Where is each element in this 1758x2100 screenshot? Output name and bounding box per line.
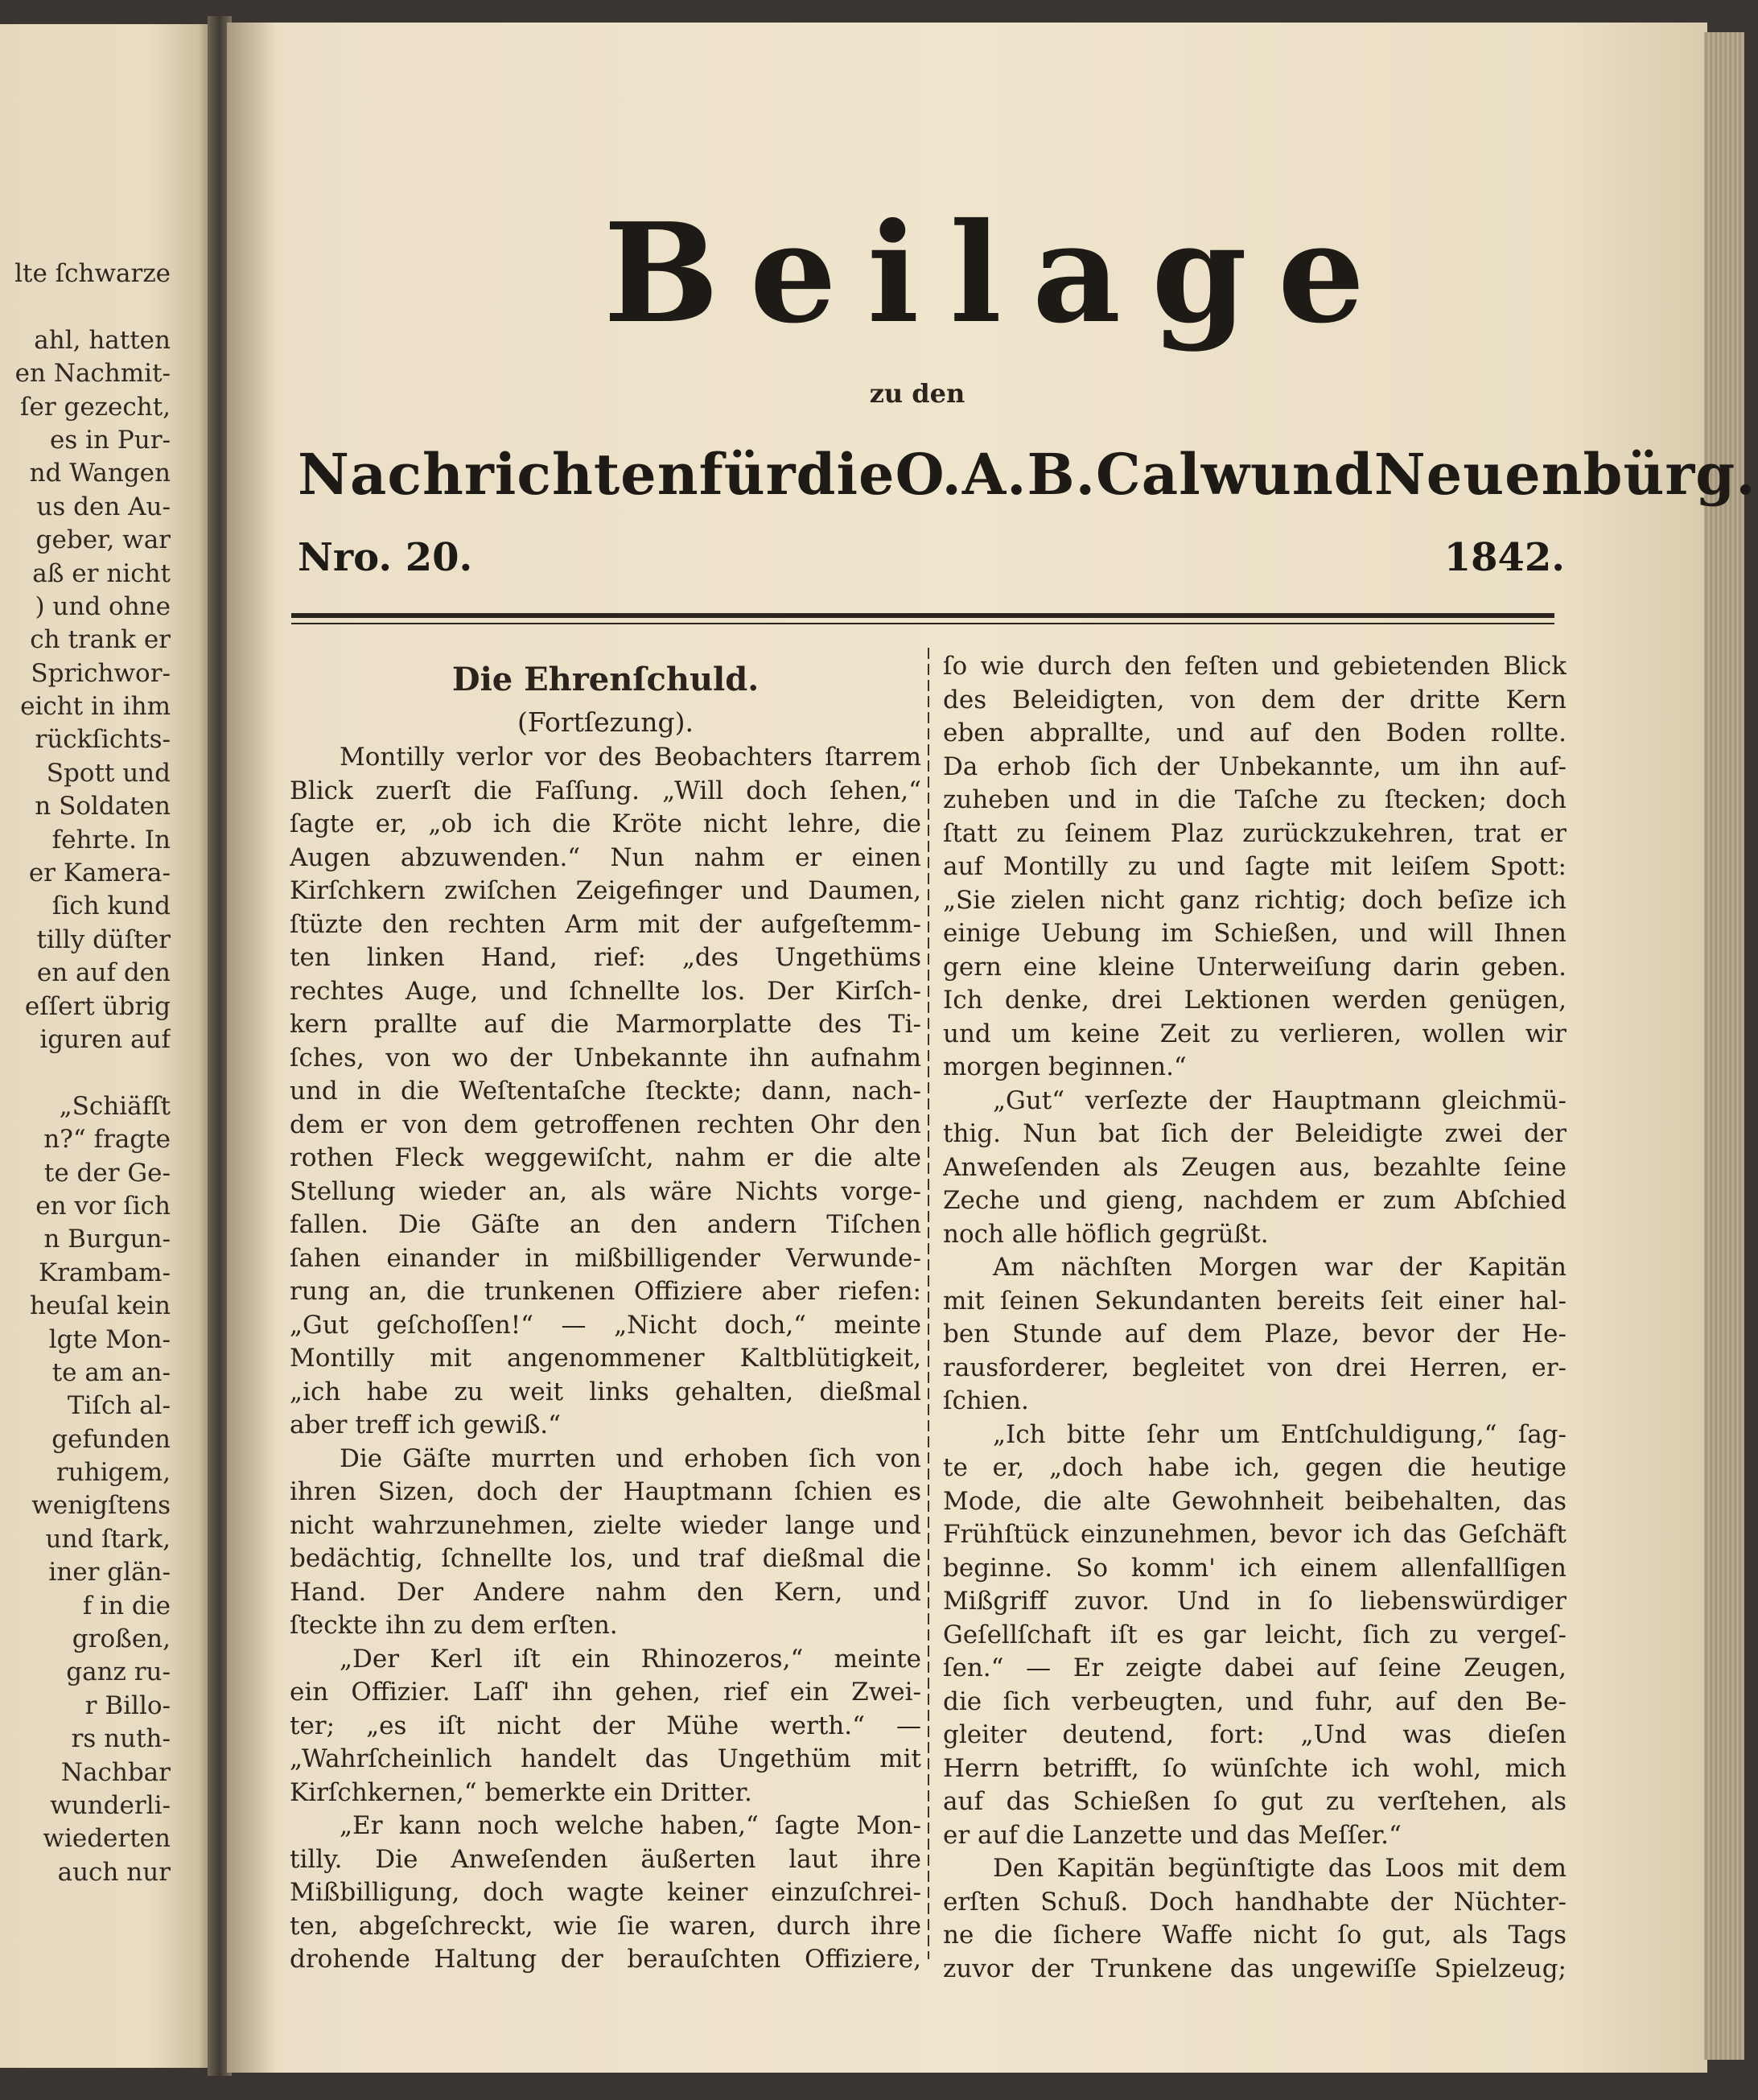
article-line: die ſich verbeugten, und fuhr, auf den Be- xyxy=(943,1686,1567,1716)
article-line: auf Montilly zu und ſagte mit leiſem Spott: xyxy=(943,852,1567,881)
left-page-line: ruhigem, xyxy=(56,1458,171,1488)
article-line: „Ich bitte ſehr um Entſchuldigung,“ ſag- xyxy=(993,1419,1567,1449)
masthead-zu-den: zu den xyxy=(869,378,965,409)
article-line: Stellung wieder an, als wäre Nichts vorge- xyxy=(290,1176,921,1206)
article-line: Am nächſten Morgen war der Kapitän xyxy=(993,1253,1567,1282)
left-page-line: f in die xyxy=(82,1591,171,1620)
left-page-line: er Kamera- xyxy=(28,859,171,888)
left-page xyxy=(0,24,216,2068)
article-line: Kirſchkernen,“ bemerkte ein Dritter. xyxy=(290,1777,752,1807)
article-line: des Beleidigten, von dem der dritte Kern xyxy=(943,685,1567,714)
left-page-line: fehrte. In xyxy=(51,825,171,854)
left-page-line: auch nur xyxy=(57,1857,171,1887)
article-line: beginne. So komm' ich einem allenfallſigen xyxy=(943,1553,1567,1583)
article-line: thig. Nun bat ſich der Beleidigte zwei der xyxy=(943,1119,1567,1148)
article-line: Blick zuerſt die Faſſung. „Will doch ſehen,“ xyxy=(290,776,921,805)
masthead-subtitle-word: Neuenbürg. xyxy=(1373,441,1756,508)
left-page-line: eſſert übrig xyxy=(24,991,171,1021)
left-page-line xyxy=(0,1056,171,1089)
article-line: morgen beginnen.“ xyxy=(943,1052,1187,1081)
article-column-left xyxy=(290,656,921,1977)
masthead-subtitle-word: und xyxy=(1250,441,1374,508)
article-line: erſten Schuß. Doch handhabte der Nüchter- xyxy=(943,1887,1567,1917)
article-line: ſtatt zu ſeinem Plaz zurückzukehren, trat er xyxy=(943,818,1567,848)
article-line: eben abprallte, und auf den Boden rollte. xyxy=(943,719,1567,747)
left-page-line: und ſtark, xyxy=(45,1524,171,1554)
article-line: tilly. Die Anweſenden äußerten laut ihre xyxy=(290,1844,921,1874)
issue-year: 1842. xyxy=(1443,535,1565,580)
article-line: auf das Schießen ſo gut zu verſtehen, als xyxy=(943,1787,1567,1816)
left-page-line: ganz ru- xyxy=(66,1657,171,1687)
left-page-line: eicht in ihm xyxy=(20,692,171,722)
article-line: te er, „doch habe ich, gegen die heutige xyxy=(943,1453,1567,1482)
article-line: ter; „es iſt nicht der Mühe werth.“ — xyxy=(290,1711,921,1740)
left-page-line: en auf den xyxy=(36,958,171,988)
left-page-line: r Billo- xyxy=(84,1690,171,1720)
article-line: ne die ſichere Waffe nicht ſo gut, als Tags xyxy=(943,1921,1567,1950)
left-page-line: geber, war xyxy=(35,525,171,555)
article-line: ten, abgeſchreckt, wie ſie waren, durch ihre xyxy=(290,1911,921,1941)
left-page-line: iner glän- xyxy=(48,1558,171,1587)
article-line: „ich habe zu weit links gehalten, dießmal xyxy=(290,1377,921,1406)
left-page-line: ) und ohne xyxy=(35,591,171,621)
article-line: ſchien. xyxy=(943,1386,1029,1415)
left-page-line: n Soldaten xyxy=(35,792,171,821)
spine-shadow xyxy=(227,23,275,2073)
article-line: er auf die Lanzette und das Meſſer.“ xyxy=(943,1820,1402,1850)
left-page-line: wunderli- xyxy=(50,1790,171,1820)
article-line: Montilly verlor vor des Beobachters ſtarrem xyxy=(340,743,921,772)
left-page-line: tilly düſter xyxy=(36,924,171,954)
masthead-title: Beilage xyxy=(603,193,1396,354)
masthead-rule-thin xyxy=(291,623,1554,624)
masthead-subtitle xyxy=(298,439,1756,511)
article-column-right xyxy=(943,650,1567,1986)
left-page-line: heuſal kein xyxy=(29,1291,171,1321)
article-line: Frühſtück einzunehmen, bevor ich das Geſchäft xyxy=(943,1520,1567,1549)
article-subtitle: (Fortſezung). xyxy=(517,706,694,738)
issue-number: Nro. 20. xyxy=(298,535,473,580)
article-line: ſen.“ — Er zeigte dabei auf ſeine Zeugen, xyxy=(943,1653,1567,1682)
article-line: Ich denke, drei Lektionen werden genügen, xyxy=(943,986,1567,1015)
article-line: ſagte er, „ob ich die Kröte nicht lehre, die xyxy=(290,809,921,838)
masthead-subtitle-word: O.A.B. xyxy=(895,441,1097,508)
article-line: ten linken Hand, rief: „des Ungethüms xyxy=(290,943,921,972)
article-line: zuvor der Trunkene das ungewiſſe Spielzeug; xyxy=(943,1954,1567,1983)
article-line: ihren Sizen, doch der Hauptmann ſchien es xyxy=(290,1477,921,1506)
left-page-line: en Nachmit- xyxy=(14,359,171,389)
left-page-line: te der Ge- xyxy=(43,1158,171,1188)
masthead-subtitle-word: für xyxy=(698,441,797,508)
left-page-line: ch trank er xyxy=(30,625,171,655)
left-page-line: Spott und xyxy=(46,758,171,788)
article-line: kern prallte auf die Marmorplatte des Ti- xyxy=(290,1010,921,1039)
left-page-line: en vor ſich xyxy=(35,1191,171,1221)
article-line: nicht wahrzunehmen, zielte wieder lange und xyxy=(290,1510,921,1540)
article-line: Hand. Der Andere nahm den Kern, und xyxy=(290,1577,921,1607)
article-line: und in die Weſtentaſche ſteckte; dann, nach- xyxy=(290,1077,921,1106)
left-page-line: rückſichts- xyxy=(35,725,171,755)
article-title: Die Ehrenſchuld. xyxy=(451,661,760,698)
left-page-line: te am an- xyxy=(51,1357,171,1387)
left-page-line: es in Pur- xyxy=(50,425,171,455)
left-page-line: iguren auf xyxy=(39,1024,171,1054)
article-line: gleiter deutend, fort: „Und was dieſen xyxy=(943,1720,1567,1749)
article-line: mit ſeinen Sekundanten bereits ſeit einer hal- xyxy=(943,1286,1567,1316)
masthead-subtitle-word: Nachrichten xyxy=(298,441,699,508)
left-page-text xyxy=(0,257,171,1889)
article-line: Geſellſchaft iſt es gar leicht, ſich zu vergeſ- xyxy=(943,1620,1567,1649)
left-page-line: us den Au- xyxy=(36,492,171,521)
article-line: rechtes Auge, und ſchnellte los. Der Kirſch- xyxy=(290,976,921,1006)
article-line: ein Offizier. Laſſ' ihn gehen, rief ein Zwei- xyxy=(290,1678,921,1707)
left-page-line: Tiſch al- xyxy=(67,1391,171,1421)
column-divider xyxy=(928,648,929,1959)
left-page-line: n?“ fragte xyxy=(43,1125,171,1155)
article-line: Den Kapitän begünſtigte das Loos mit dem xyxy=(993,1854,1567,1883)
article-line: Mißgriff zuvor. Und in ſo liebenswürdiger xyxy=(943,1587,1567,1616)
article-line: „Gut geſchoſſen!“ — „Nicht doch,“ meinte xyxy=(290,1310,921,1340)
article-line: ſches, von wo der Unbekannte ihn aufnahm xyxy=(290,1043,921,1073)
article-line: rothen Fleck weggewiſcht, nahm er die alte xyxy=(290,1143,921,1172)
article-line: fallen. Die Gäſte an den andern Tiſchen xyxy=(290,1210,921,1239)
left-page-line: „Schiäfſt xyxy=(59,1091,171,1121)
article-line: „Wahrſcheinlich handelt das Ungethüm mit xyxy=(290,1744,921,1773)
left-page-line: großen, xyxy=(72,1624,171,1654)
article-line: Montilly mit angenommener Kaltblütigkeit, xyxy=(290,1344,921,1373)
masthead-subtitle-word: die xyxy=(796,441,895,508)
left-page-line: gefunden xyxy=(51,1424,171,1454)
left-page-line: Sprichwor- xyxy=(31,658,171,688)
article-line: noch alle höflich gegrüßt. xyxy=(943,1219,1269,1249)
left-page-line: n Burgun- xyxy=(43,1225,171,1254)
article-line: ben Stunde auf dem Plaze, bevor der He- xyxy=(943,1320,1567,1349)
article-line: Herrn betrifft, ſo wünſchte ich wohl, mich xyxy=(943,1753,1567,1783)
left-page-line xyxy=(0,290,171,323)
article-line: ſahen einander in mißbilligender Verwunde- xyxy=(290,1243,921,1273)
article-line: einige Uebung im Schießen, und will Ihnen xyxy=(943,919,1567,948)
left-page-line: Nachbar xyxy=(60,1757,171,1787)
article-line: rung an, die trunkenen Offiziere aber riefen: xyxy=(290,1277,921,1306)
left-page-line: ſer gezecht, xyxy=(20,392,171,422)
article-line: „Der Kerl iſt ein Rhinozeros,“ meinte xyxy=(340,1644,921,1674)
article-line: zuheben und in die Taſche zu ſtecken; doch xyxy=(943,785,1567,814)
article-line: Die Gäſte murrten und erhoben ſich von xyxy=(340,1443,921,1473)
article-line: ſteckte ihn zu dem erſten. xyxy=(290,1611,618,1640)
article-line: ſtüzte den rechten Arm mit der aufgeſtemm- xyxy=(290,909,921,939)
article-line: rausforderer, begleitet von drei Herren, er- xyxy=(943,1353,1567,1382)
article-line: drohende Haltung der berauſchten Offiziere, xyxy=(290,1945,921,1974)
article-line: gern eine kleine Unterweiſung darin geben. xyxy=(943,952,1567,982)
article-line: Anweſenden als Zeugen aus, bezahlte ſeine xyxy=(943,1152,1567,1182)
left-page-line: lte ſchwarze xyxy=(14,259,171,288)
article-line: Da erhob ſich der Unbekannte, um ihn auf- xyxy=(943,751,1567,781)
left-page-line: wenigſtens xyxy=(31,1491,171,1521)
article-line: Zeche und gieng, nachdem er zum Abſchied xyxy=(943,1186,1567,1215)
left-page-line: Krambam- xyxy=(38,1258,171,1287)
left-page-line: nd Wangen xyxy=(29,459,171,488)
left-page-line: aß er nicht xyxy=(32,558,171,588)
article-line: „Gut“ verſezte der Hauptmann gleichmü- xyxy=(993,1085,1567,1115)
left-page-line: ahl, hatten xyxy=(34,325,171,355)
masthead-rule-thick xyxy=(291,613,1554,618)
left-page-line: wiederten xyxy=(43,1824,171,1854)
article-line: bedächtig, ſchnellte los, und traf dießmal die xyxy=(290,1544,921,1573)
left-page-line: rs nuth- xyxy=(71,1724,171,1754)
article-line: Mode, die alte Gewohnheit beibehalten, das xyxy=(943,1486,1567,1516)
left-page-line: lgte Mon- xyxy=(48,1324,171,1354)
article-line: dem er von dem getroffenen rechten Ohr den xyxy=(290,1110,921,1139)
article-line: „Sie zielen nicht ganz richtig; doch beſize ich xyxy=(943,885,1567,915)
page-edge xyxy=(1704,32,1744,2060)
masthead-subtitle-word: Calw xyxy=(1096,441,1250,508)
article-line: Augen abzuwenden.“ Nun nahm er einen xyxy=(290,842,921,872)
article-line: Mißbilligung, doch wagte keiner einzuſchrei- xyxy=(290,1878,921,1907)
article-line: aber treff ich gewiß.“ xyxy=(290,1410,561,1439)
article-line: ſo wie durch den feſten und gebietenden Blick xyxy=(943,652,1567,681)
article-line: „Er kann noch welche haben,“ ſagte Mon- xyxy=(340,1811,921,1840)
article-line: Kirſchkern zwiſchen Zeigefinger und Daumen, xyxy=(290,876,921,905)
article-line: und um keine Zeit zu verlieren, wollen wir xyxy=(943,1019,1567,1048)
left-page-line: ſich kund xyxy=(51,891,171,921)
